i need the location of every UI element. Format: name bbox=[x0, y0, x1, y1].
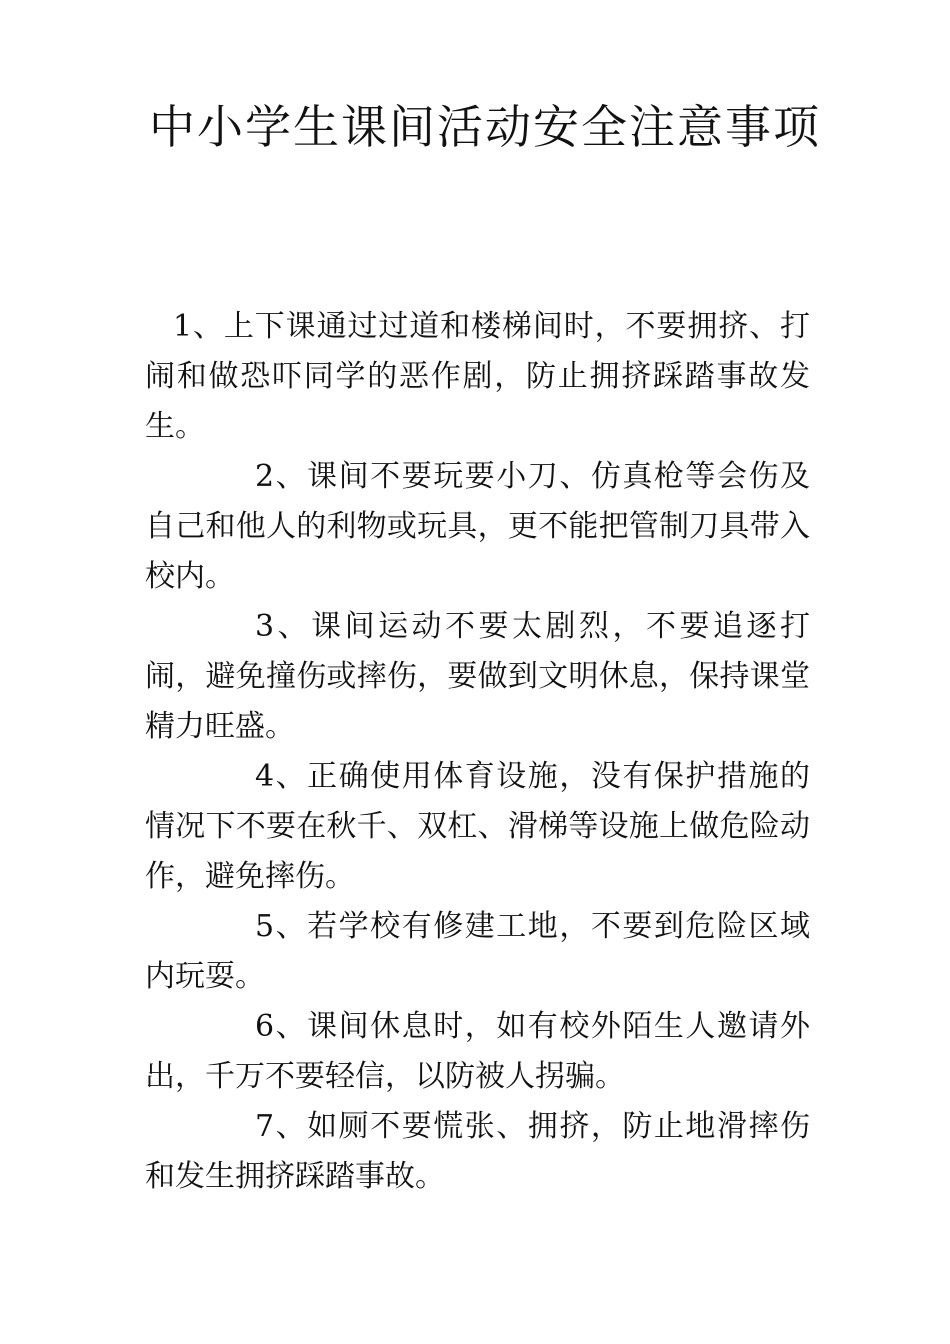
document-title: 中小学生课间活动安全注意事项 bbox=[149, 100, 821, 154]
document-body bbox=[145, 302, 810, 1202]
safety-item-5: 5、若学校有修建工地，不要到危险区域内玩耍。 bbox=[145, 909, 810, 994]
safety-item-7: 7、如厕不要慌张、拥挤，防止地滑摔伤和发生拥挤踩踏事故。 bbox=[145, 1109, 810, 1194]
safety-item-2: 2、课间不要玩要小刀、仿真枪等会伤及自己和他人的利物或玩具，更不能把管制刀具带入校内。 bbox=[145, 459, 810, 594]
safety-item-4: 4、正确使用体育设施，没有保护措施的情况下不要在秋千、双杠、滑梯等设施上做危险动作，避免摔伤。 bbox=[145, 759, 810, 894]
safety-item-6: 6、课间休息时，如有校外陌生人邀请外出，千万不要轻信，以防被人拐骗。 bbox=[145, 1009, 810, 1094]
safety-item-1: 1、上下课通过过道和楼梯间时，不要拥挤、打闹和做恐吓同学的恶作剧，防止拥挤踩踏事故发生。 bbox=[145, 309, 810, 444]
safety-item-3: 3、课间运动不要太剧烈，不要追逐打闹，避免撞伤或摔伤，要做到文明休息，保持课堂精力旺盛。 bbox=[145, 609, 810, 744]
